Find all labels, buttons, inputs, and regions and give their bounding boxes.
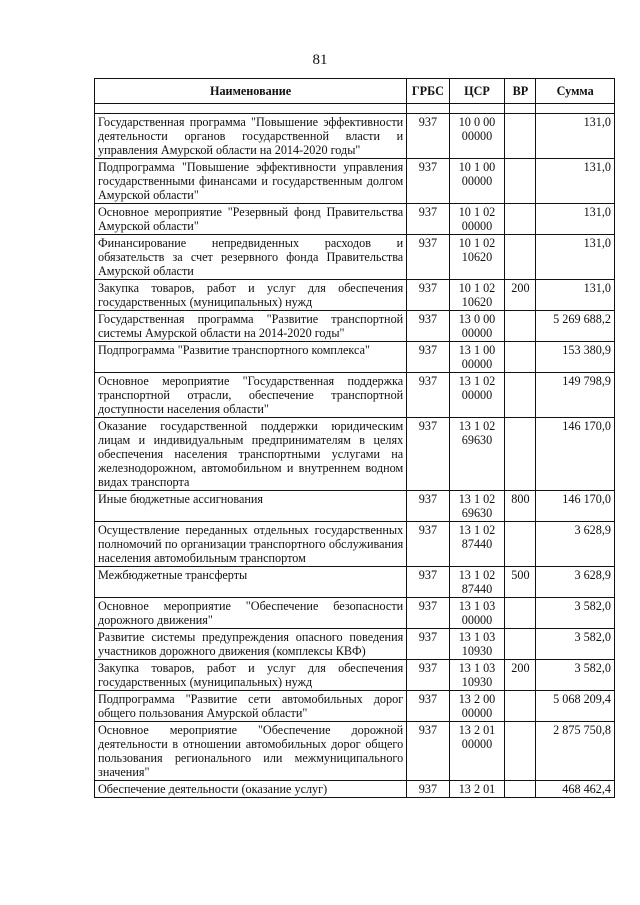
- table-header-row: [95, 79, 615, 104]
- cell-name: Иные бюджетные ассигнования: [95, 491, 407, 522]
- cell-vr: [505, 418, 536, 491]
- cell-vr: 500: [505, 567, 536, 598]
- cell-vr: [505, 114, 536, 159]
- cell-grbs: 937: [407, 691, 449, 722]
- cell-name: Государственная программа "Повышение эффективности деятельности органов государственной власти и управления Амурской области на 2014-2020 годы": [95, 114, 407, 159]
- table-row: [95, 660, 615, 691]
- cell-name: Подпрограмма "Повышение эффективности управления государственными финансами и государственным долгом Амурской области": [95, 159, 407, 204]
- cell-csr: 13 2 00 00000: [449, 691, 505, 722]
- cell-sum: 131,0: [536, 235, 615, 280]
- header-grbs: ГРБС: [407, 79, 449, 104]
- cell-vr: [505, 722, 536, 781]
- cell-vr: [505, 373, 536, 418]
- table-row: [95, 522, 615, 567]
- cell-vr: [505, 598, 536, 629]
- cell-grbs: 937: [407, 522, 449, 567]
- page-number: 81: [312, 52, 328, 68]
- table-row: [95, 598, 615, 629]
- cell-grbs: 937: [407, 311, 449, 342]
- cell-name: Основное мероприятие "Резервный фонд Правительства Амурской области": [95, 204, 407, 235]
- cell-csr: 13 1 02 00000: [449, 373, 505, 418]
- cell-vr: 200: [505, 280, 536, 311]
- header-vr: ВР: [505, 79, 536, 104]
- cell-vr: [505, 342, 536, 373]
- cell-sum: 131,0: [536, 280, 615, 311]
- cell-csr: 13 1 03 00000: [449, 598, 505, 629]
- cell-name: Основное мероприятие "Обеспечение безопасности дорожного движения": [95, 598, 407, 629]
- cell-sum: 3 628,9: [536, 522, 615, 567]
- cell-vr: [505, 691, 536, 722]
- cell-name: Развитие системы предупреждения опасного поведения участников дорожного движения (комплексы КВФ): [95, 629, 407, 660]
- cell-name: Оказание государственной поддержки юридическим лицам и индивидуальным предпринимателям в целях обеспечения населения транспортными услугами на железнодорожном, автомобильном и внутреннем водном видах транспорта: [95, 418, 407, 491]
- cell-grbs: 937: [407, 567, 449, 598]
- cell-csr: 10 1 02 10620: [449, 235, 505, 280]
- cell-name: Закупка товаров, работ и услуг для обеспечения государственных (муниципальных) нужд: [95, 280, 407, 311]
- header-name: Наименование: [95, 79, 407, 104]
- cell-vr: [505, 522, 536, 567]
- table-row: [95, 491, 615, 522]
- cell-sum: 131,0: [536, 204, 615, 235]
- cell-grbs: 937: [407, 491, 449, 522]
- header-csr: ЦСР: [449, 79, 505, 104]
- cell-sum: 5 269 688,2: [536, 311, 615, 342]
- cell-name: Обеспечение деятельности (оказание услуг): [95, 781, 407, 798]
- cell-name: Финансирование непредвиденных расходов и обязательств за счет резервного фонда Правительства Амурской области: [95, 235, 407, 280]
- cell-sum: 131,0: [536, 159, 615, 204]
- cell-grbs: 937: [407, 598, 449, 629]
- cell-name: Закупка товаров, работ и услуг для обеспечения государственных (муниципальных) нужд: [95, 660, 407, 691]
- cell-name: Государственная программа "Развитие транспортной системы Амурской области на 2014-2020 годы": [95, 311, 407, 342]
- cell-name: Основное мероприятие "Государственная поддержка транспортной отрасли, обеспечение транспортной доступности населения области": [95, 373, 407, 418]
- cell-sum: 146 170,0: [536, 418, 615, 491]
- cell-csr: 13 2 01 00000: [449, 722, 505, 781]
- cell-vr: 800: [505, 491, 536, 522]
- table-row: [95, 114, 615, 159]
- cell-csr: 13 1 03 10930: [449, 660, 505, 691]
- cell-vr: [505, 159, 536, 204]
- cell-grbs: 937: [407, 280, 449, 311]
- cell-vr: [505, 204, 536, 235]
- cell-grbs: 937: [407, 660, 449, 691]
- cell-sum: 153 380,9: [536, 342, 615, 373]
- table-row: [95, 691, 615, 722]
- cell-csr: 10 1 02 00000: [449, 204, 505, 235]
- cell-csr: 13 1 02 87440: [449, 567, 505, 598]
- cell-name: Осуществление переданных отдельных государственных полномочий по организации транспортного обслуживания населения автомобильным транспортом: [95, 522, 407, 567]
- cell-grbs: 937: [407, 629, 449, 660]
- cell-name: Подпрограмма "Развитие транспортного комплекса": [95, 342, 407, 373]
- cell-csr: 10 1 02 10620: [449, 280, 505, 311]
- cell-csr: 13 1 02 69630: [449, 418, 505, 491]
- cell-sum: 149 798,9: [536, 373, 615, 418]
- cell-grbs: 937: [407, 418, 449, 491]
- cell-vr: [505, 235, 536, 280]
- cell-sum: 146 170,0: [536, 491, 615, 522]
- table-row: [95, 722, 615, 781]
- cell-vr: [505, 311, 536, 342]
- cell-sum: 5 068 209,4: [536, 691, 615, 722]
- cell-csr: 13 1 00 00000: [449, 342, 505, 373]
- cell-csr: 13 1 03 10930: [449, 629, 505, 660]
- header-sum: Сумма: [536, 79, 615, 104]
- cell-sum: 3 628,9: [536, 567, 615, 598]
- cell-sum: 2 875 750,8: [536, 722, 615, 781]
- cell-name: Подпрограмма "Развитие сети автомобильных дорог общего пользования Амурской области": [95, 691, 407, 722]
- table-body: [95, 104, 615, 798]
- cell-csr: 10 1 00 00000: [449, 159, 505, 204]
- cell-grbs: 937: [407, 722, 449, 781]
- cell-name: Основное мероприятие "Обеспечение дорожной деятельности в отношении автомобильных дорог общего пользования регионального или межмуниципального значения": [95, 722, 407, 781]
- cell-vr: [505, 781, 536, 798]
- cell-csr: 13 1 02 87440: [449, 522, 505, 567]
- cell-grbs: 937: [407, 342, 449, 373]
- table-row: [95, 373, 615, 418]
- cell-csr: 13 2 01: [449, 781, 505, 798]
- table-row: [95, 418, 615, 491]
- cell-csr: 13 1 02 69630: [449, 491, 505, 522]
- cell-sum: 3 582,0: [536, 598, 615, 629]
- table-row: [95, 629, 615, 660]
- cell-csr: 13 0 00 00000: [449, 311, 505, 342]
- cell-sum: 3 582,0: [536, 660, 615, 691]
- table-row: [95, 342, 615, 373]
- table-row: [95, 204, 615, 235]
- cell-grbs: 937: [407, 781, 449, 798]
- cell-sum: 3 582,0: [536, 629, 615, 660]
- table-row: [95, 311, 615, 342]
- table-row: [95, 280, 615, 311]
- cell-sum: 131,0: [536, 114, 615, 159]
- cell-grbs: 937: [407, 159, 449, 204]
- cell-vr: 200: [505, 660, 536, 691]
- cell-sum: 468 462,4: [536, 781, 615, 798]
- cell-grbs: 937: [407, 204, 449, 235]
- cell-name: Межбюджетные трансферты: [95, 567, 407, 598]
- table-row: [95, 159, 615, 204]
- cell-grbs: 937: [407, 114, 449, 159]
- cell-grbs: 937: [407, 373, 449, 418]
- cell-grbs: 937: [407, 235, 449, 280]
- budget-table: [94, 78, 615, 798]
- spacer-row: [95, 104, 615, 114]
- table-row: [95, 567, 615, 598]
- table-row: [95, 781, 615, 798]
- cell-csr: 10 0 00 00000: [449, 114, 505, 159]
- table-row: [95, 235, 615, 280]
- cell-vr: [505, 629, 536, 660]
